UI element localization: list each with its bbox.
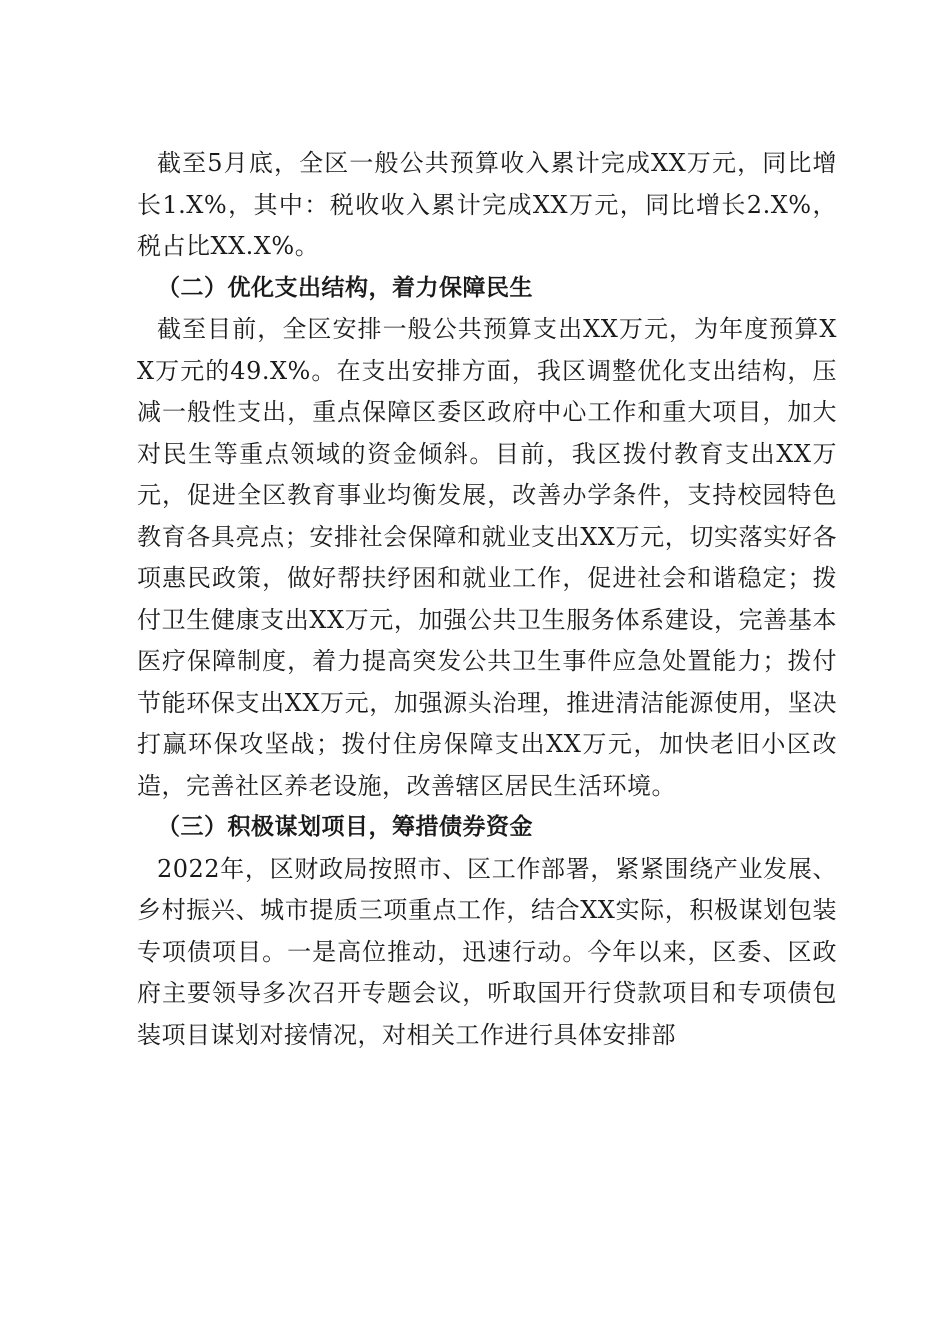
section-heading-projects: （三）积极谋划项目，筹措债券资金 [157, 814, 533, 840]
document-body [137, 143, 837, 1056]
section-heading-expenditure: （二）优化支出结构，着力保障民生 [157, 274, 533, 301]
paragraph-expenditure: 截至目前，全区安排一般公共预算支出XX万元，为年度预算XX万元的49.X%。在支出安排方面，我区调整优化支出结构，压减一般性支出，重点保障区委区政府中心工作和重大项目，加大对民生等重点领域的资金倾斜。目前，我区拨付教育支出XX万元，促进全区教育事业均衡发展，改善办学条件，支持校园特色教育各具亮点；安排社会保障和就业支出XX万元，切实落实好各项惠民政策，做好帮扶纾困和就业工作，促进社会和谐稳定；拨付卫生健康支出XX万元，加强公共卫生服务体系建设，完善基本医疗保障制度，着力提高突发公共卫生事件应急处置能力；拨付节能环保支出XX万元，加强源头治理，推进清洁能源使用，坚决打赢环保攻坚战；拨付住房保障支出XX万元，加快老旧小区改造，完善社区养老设施，改善辖区居民生活环境。 [137, 315, 837, 800]
paragraph-revenue-summary: 截至5月底，全区一般公共预算收入累计完成XX万元，同比增长1.X%，其中：税收收入累计完成XX万元，同比增长2.X%，税占比XX.X%。 [137, 149, 837, 260]
paragraph-projects: 2022年，区财政局按照市、区工作部署，紧紧围绕产业发展、乡村振兴、城市提质三项重点工作，结合XX实际，积极谋划包装专项债项目。一是高位推动，迅速行动。今年以来，区委、区政府主要领导多次召开专题会议，听取国开行贷款项目和专项债包装项目谋划对接情况，对相关工作进行具体安排部 [137, 854, 837, 1049]
